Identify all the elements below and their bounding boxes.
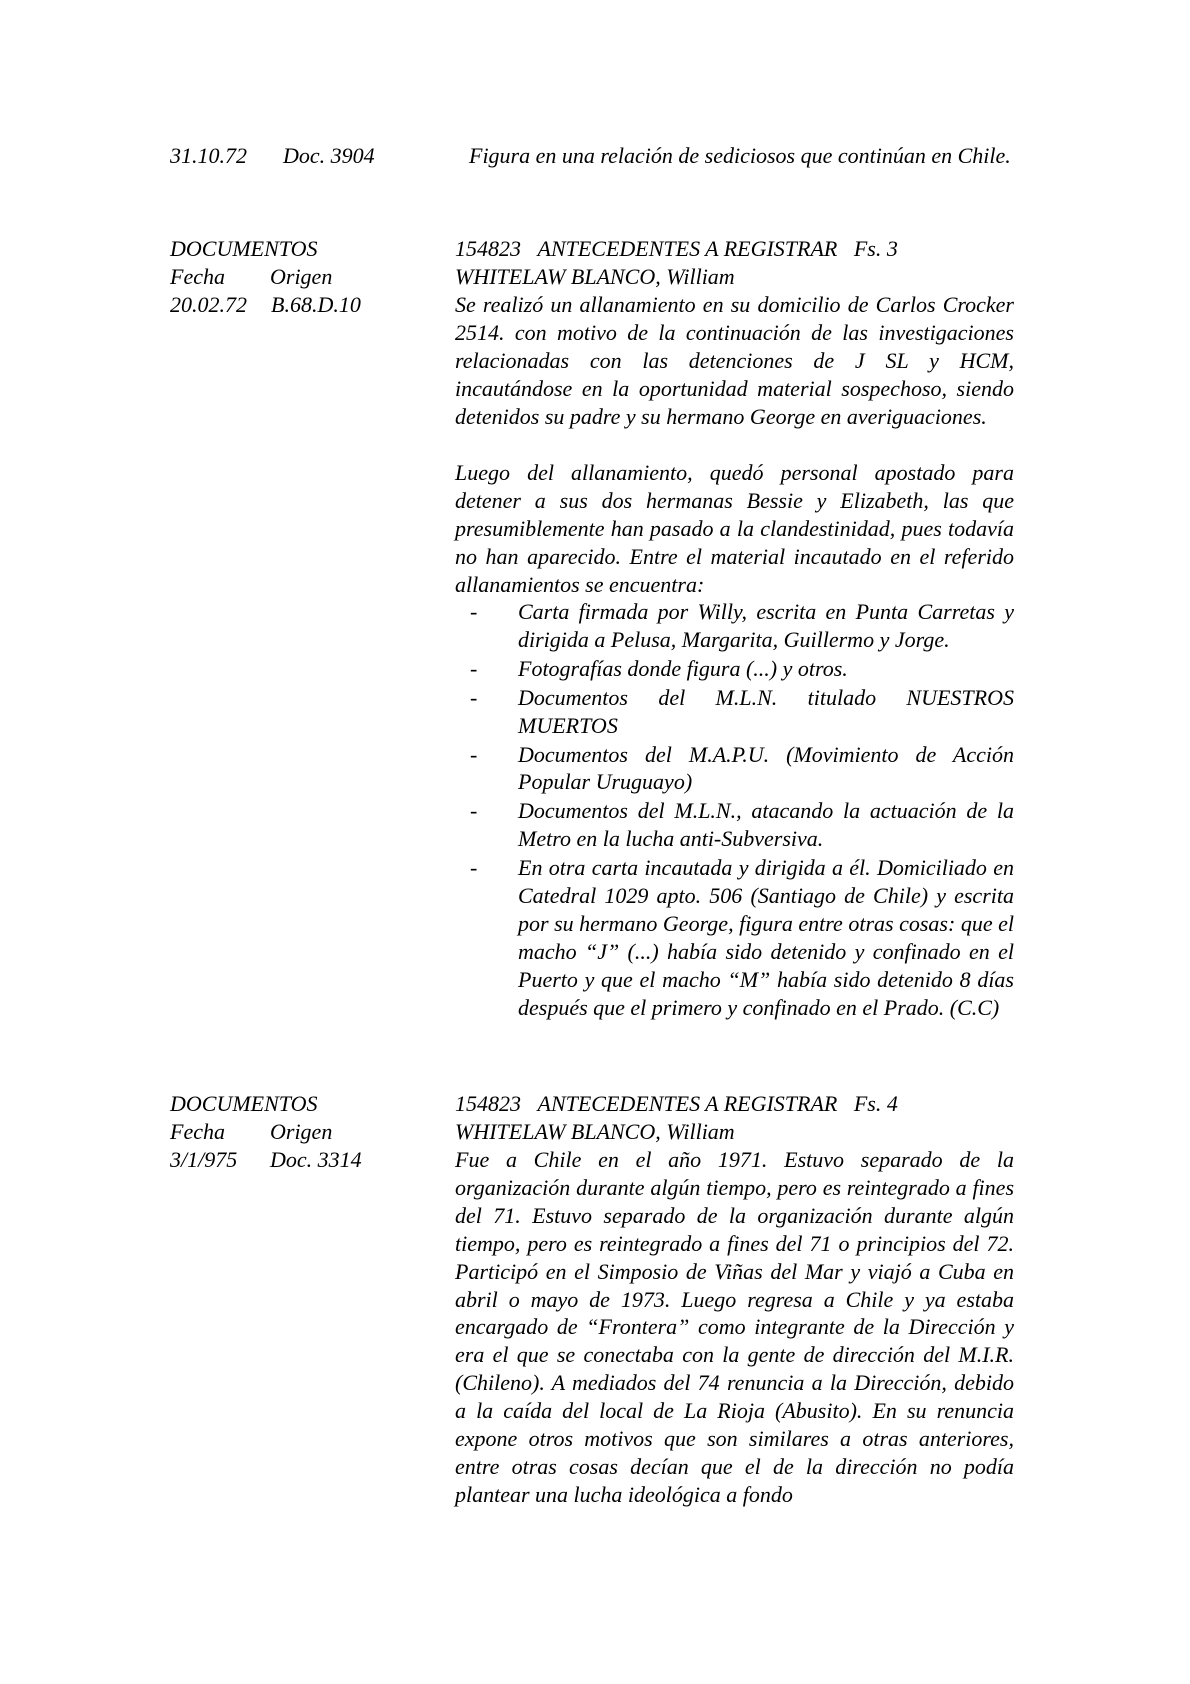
entry1-header — [455, 235, 898, 263]
entry2-header — [455, 1090, 898, 1118]
list-item: - Documentos del M.L.N. titulado NUESTROS MUERTOS — [470, 684, 1014, 738]
entry2-paragraph-1: Fue a Chile en el año 1971. Estuvo separado de la organización durante algún tiempo, pero es reintegrado a fines del 71. Estuvo separado de la organización durante algún tiempo, pero es reintegrado a fines del 71 o principios del 72. Participó en el Simposio de Viñas del Mar y viajó a Cuba en abril o mayo de 1973. Luego regresa a Chile y ya estaba encargado de “Frontera” como integrante de la Dirección y era el que se conectaba con la gente de dirección del M.I.R. (Chileno). A mediados del 74 renuncia a la Dirección, debido a la caída del local de La Rioja (Abusito). En su renuncia expone otros motivos que son similares a otras anteriores, entre otras cosas decían que el de la dirección no podía plantear una lucha ideológica a fondo — [455, 1147, 1014, 1507]
entry2-section-label: DOCUMENTOS — [170, 1091, 318, 1116]
entry-top-doc: Doc. 3904 — [283, 143, 375, 168]
entry1-date: 20.02.72 — [170, 292, 247, 317]
entry1-record-title: ANTECEDENTES A REGISTRAR — [537, 236, 838, 261]
entry2-folio: Fs. 4 — [853, 1091, 898, 1116]
list-item: - Documentos del M.L.N., atacando la actuación de la Metro en la lucha anti-Subversiva. — [470, 798, 1014, 852]
entry1-paragraph-2: Luego del allanamiento, quedó personal apostado para detener a sus dos hermanas Bessie y Elizabeth, las que presumiblemente han pasado a la clandestinidad, pues todavía no han aparecido. Entre el material incautado en el referido allanamientos se encuentra: — [455, 460, 1014, 597]
entry2-col-origen: Origen — [270, 1119, 333, 1144]
entry1-record-no: 154823 — [455, 236, 521, 261]
entry2-col-fecha: Fecha — [170, 1119, 225, 1144]
entry1-paragraph-1: Se realizó un allanamiento en su domicilio de Carlos Crocker 2514. con motivo de la continuación de las investigaciones relacionadas con las detenciones de J SL y HCM, incautándose en la oportunidad material sospechoso, siendo detenidos su padre y su hermano George en averiguaciones. — [455, 292, 1014, 429]
entry1-col-fecha: Fecha — [170, 264, 225, 289]
entry1-seized-items-list — [470, 598, 1014, 1022]
entry1-section-label: DOCUMENTOS — [170, 236, 318, 261]
entry1-origin: B.68.D.10 — [271, 292, 361, 317]
entry2-date: 3/1/975 — [170, 1147, 238, 1172]
list-item: - Documentos del M.A.P.U. (Movimiento de Acción Popular Uruguayo) — [470, 741, 1014, 795]
entry2-name: WHITELAW BLANCO, William — [455, 1119, 735, 1144]
entry1-name: WHITELAW BLANCO, William — [455, 264, 735, 289]
entry2-record-no: 154823 — [455, 1091, 521, 1116]
list-item: - En otra carta incautada y dirigida a él. Domiciliado en Catedral 1029 apto. 506 (Santiago de Chile) y escrita por su hermano George, figura entre otras cosas: que el macho “J” (...) había sido detenido y confinado en el Puerto y que el macho “M” había sido detenido 8 días después que el primero y confinado en el Prado. (C.C) — [470, 855, 1014, 1020]
list-item: - Carta firmada por Willy, escrita en Punta Carretas y dirigida a Pelusa, Margarita, Guillermo y Jorge. — [470, 599, 1014, 652]
entry2-record-title: ANTECEDENTES A REGISTRAR — [537, 1091, 838, 1116]
entry1-folio: Fs. 3 — [853, 236, 898, 261]
entry2-origin: Doc. 3314 — [270, 1147, 362, 1172]
entry1-col-origen: Origen — [270, 264, 333, 289]
list-item: - Fotografías donde figura (...) y otros. — [470, 655, 848, 681]
entry-top-date: 31.10.72 — [170, 143, 247, 168]
entry-top-text: Figura en una relación de sediciosos que continúan en Chile. — [469, 143, 1011, 168]
